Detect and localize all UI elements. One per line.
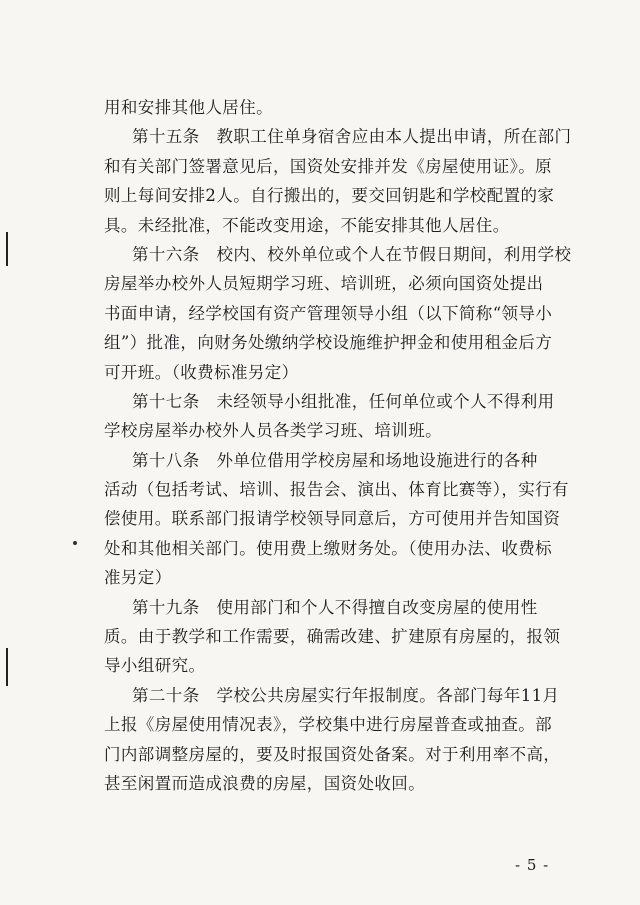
- text-line: 质。由于教学和工作需要，确需改建、扩建原有房屋的，报领: [104, 627, 561, 647]
- text-line: 则上每间安排2人。自行搬出的，要交回钥匙和学校配置的家: [104, 186, 555, 206]
- text-line: 甚至闲置而造成浪费的房屋，国资处收回。: [104, 773, 426, 793]
- document-body: [104, 93, 574, 798]
- text-line: 房屋举办校外人员短期学习班、培训班，必须向国资处提出: [104, 274, 544, 294]
- text-line: 用和安排其他人居住。: [104, 98, 273, 117]
- article-20-line: 第二十条 学校公共房屋实行年报制度。各部门每年11月: [132, 685, 560, 705]
- text-line: 准另定）: [104, 568, 172, 588]
- text-line: 组”）批准，向财务处缴纳学校设施维护押金和使用租金后方: [104, 333, 553, 353]
- text-line: 上报《房屋使用情况表》，学校集中进行房屋普查或抽查。部: [104, 715, 553, 735]
- text-line: 具。未经批准，不能改变用途，不能安排其他人居住。: [104, 215, 510, 235]
- article-18-line: 第十八条 外单位借用学校房屋和场地设施进行的各种: [132, 450, 538, 470]
- scan-margin-mark-lower: [6, 648, 8, 686]
- text-line: 处和其他相关部门。使用费上缴财务处。（使用办法、收费标: [104, 538, 553, 558]
- text-line: 和有关部门签署意见后，国资处安排并发《房屋使用证》。原: [104, 156, 553, 176]
- scan-margin-mark-upper: [6, 232, 8, 266]
- article-19-line: 第十九条 使用部门和个人不得擅自改变房屋的使用性: [132, 597, 538, 617]
- text-line: 门内部调整房屋的，要及时报国资处备案。对于利用率不高，: [104, 744, 561, 764]
- scan-dot-mark: [73, 541, 77, 545]
- article-17-line: 第十七条 未经领导小组批准，任何单位或个人不得利用: [132, 391, 555, 411]
- text-line: 活动（包括考试、培训、报告会、演出、体育比赛等），实行有: [104, 480, 569, 500]
- text-line: 导小组研究。: [104, 656, 206, 676]
- text-line: 学校房屋举办校外人员各类学习班、培训班。: [104, 421, 442, 441]
- page-number: - 5 -: [515, 856, 550, 874]
- text-line: 可开班。（收费标准另定）: [104, 362, 299, 382]
- text-line: 书面申请，经学校国有资产管理领导小组（以下简称“领导小: [104, 303, 553, 323]
- article-16-line: 第十六条 校内、校外单位或个人在节假日期间，利用学校: [132, 244, 572, 264]
- text-line: 偿使用。联系部门报请学校领导同意后，方可使用并告知国资: [104, 509, 561, 529]
- article-15-line: 第十五条 教职工住单身宿舍应由本人提出申请，所在部门: [132, 127, 572, 147]
